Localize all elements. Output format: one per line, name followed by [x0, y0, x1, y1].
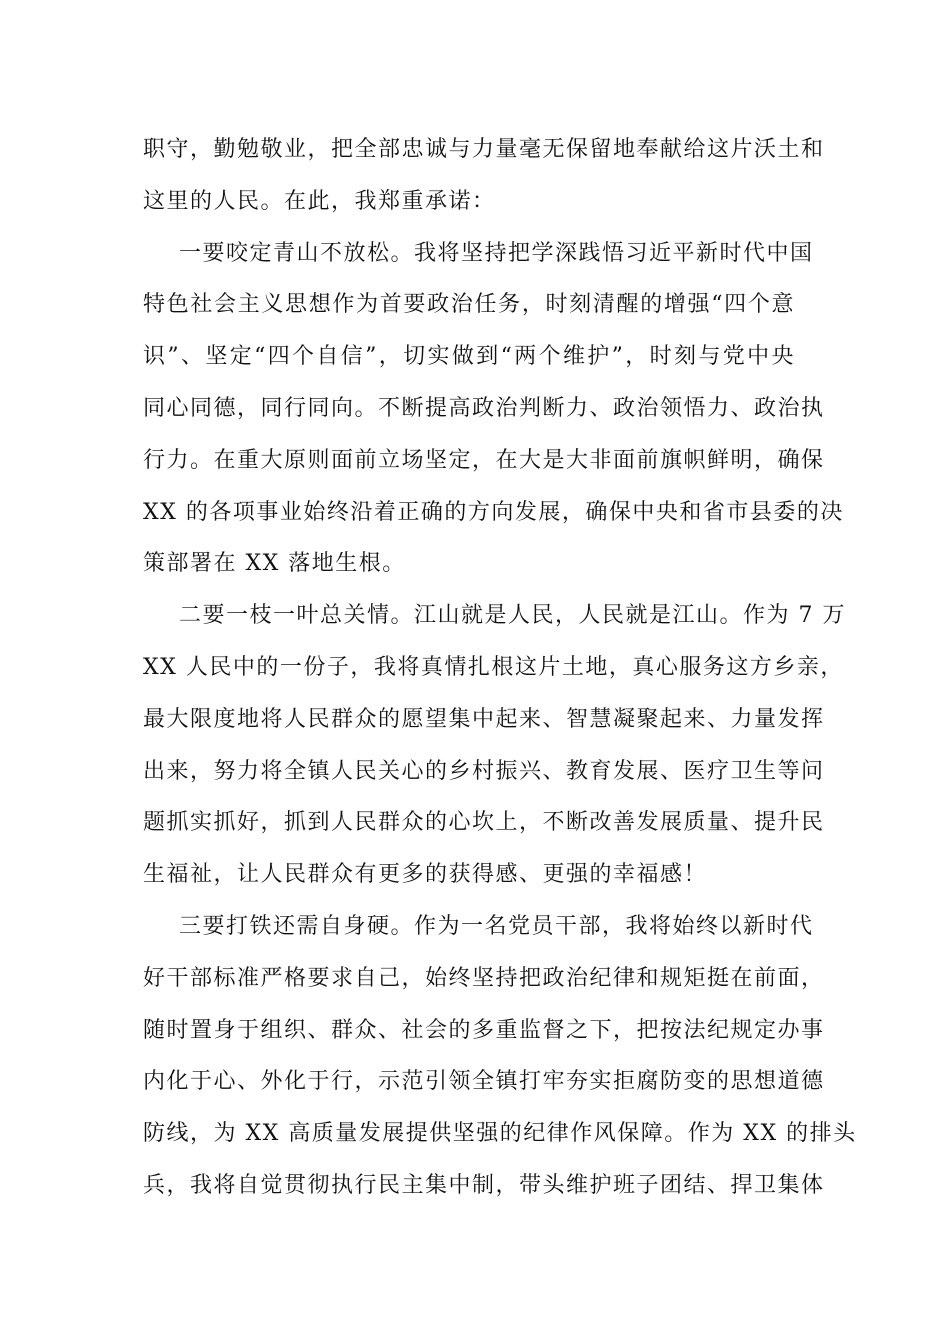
paragraph-1-start: 一要咬定青山不放松。我将坚持把学深践悟习近平新时代中国	[179, 241, 814, 266]
text-line: 兵，我将自觉贯彻执行民主集中制，带头维护班子团结、捍卫集体	[143, 1173, 825, 1198]
text-line: 特色社会主义思想作为首要政治任务，时刻清醒的增强“四个意	[143, 292, 795, 317]
text-line: 随时置身于组织、群众、社会的多重监督之下，把按法纪规定办事	[143, 1018, 825, 1043]
text-line: 识”、坚定“四个自信”，切实做到“两个维护”，时刻与党中央	[143, 344, 795, 369]
text-line: 职守，勤勉敬业，把全部忠诚与力量毫无保留地奉献给这片沃土和	[143, 137, 825, 162]
text-line: 防线，为 XX 高质量发展提供坚强的纪律作风保障。作为 XX 的排头	[143, 1121, 857, 1146]
text-line: XX 的各项事业始终沿着正确的方向发展，确保中央和省市县委的决	[143, 500, 844, 525]
text-line: 生福祉，让人民群众有更多的获得感、更强的幸福感！	[143, 862, 708, 887]
text-line: 内化于心、外化于行，示范引领全镇打牢夯实拒腐防变的思想道德	[143, 1069, 825, 1094]
text-line: 题抓实抓好，抓到人民群众的心坎上，不断改善发展质量、提升民	[143, 810, 825, 835]
text-line: 出来，努力将全镇人民关心的乡村振兴、教育发展、医疗卫生等问	[143, 759, 825, 784]
text-line: 同心同德，同行同向。不断提高政治判断力、政治领悟力、政治执	[143, 396, 825, 421]
text-line: 好干部标准严格要求自己，始终坚持把政治纪律和规矩挺在前面，	[143, 966, 825, 991]
text-line: 这里的人民。在此，我郑重承诺：	[143, 189, 496, 214]
paragraph-3-start: 三要打铁还需自身硬。作为一名党员干部，我将始终以新时代	[179, 914, 814, 939]
text-line: 策部署在 XX 落地生根。	[143, 551, 406, 576]
text-line: 行力。在重大原则面前立场坚定，在大是大非面前旗帜鲜明，确保	[143, 448, 825, 473]
text-line: 最大限度地将人民群众的愿望集中起来、智慧凝聚起来、力量发挥	[143, 707, 825, 732]
text-line: XX 人民中的一份子，我将真情扎根这片土地，真心服务这方乡亲，	[143, 655, 844, 680]
paragraph-2-start: 二要一枝一叶总关情。江山就是人民，人民就是江山。作为 7 万	[179, 603, 846, 628]
